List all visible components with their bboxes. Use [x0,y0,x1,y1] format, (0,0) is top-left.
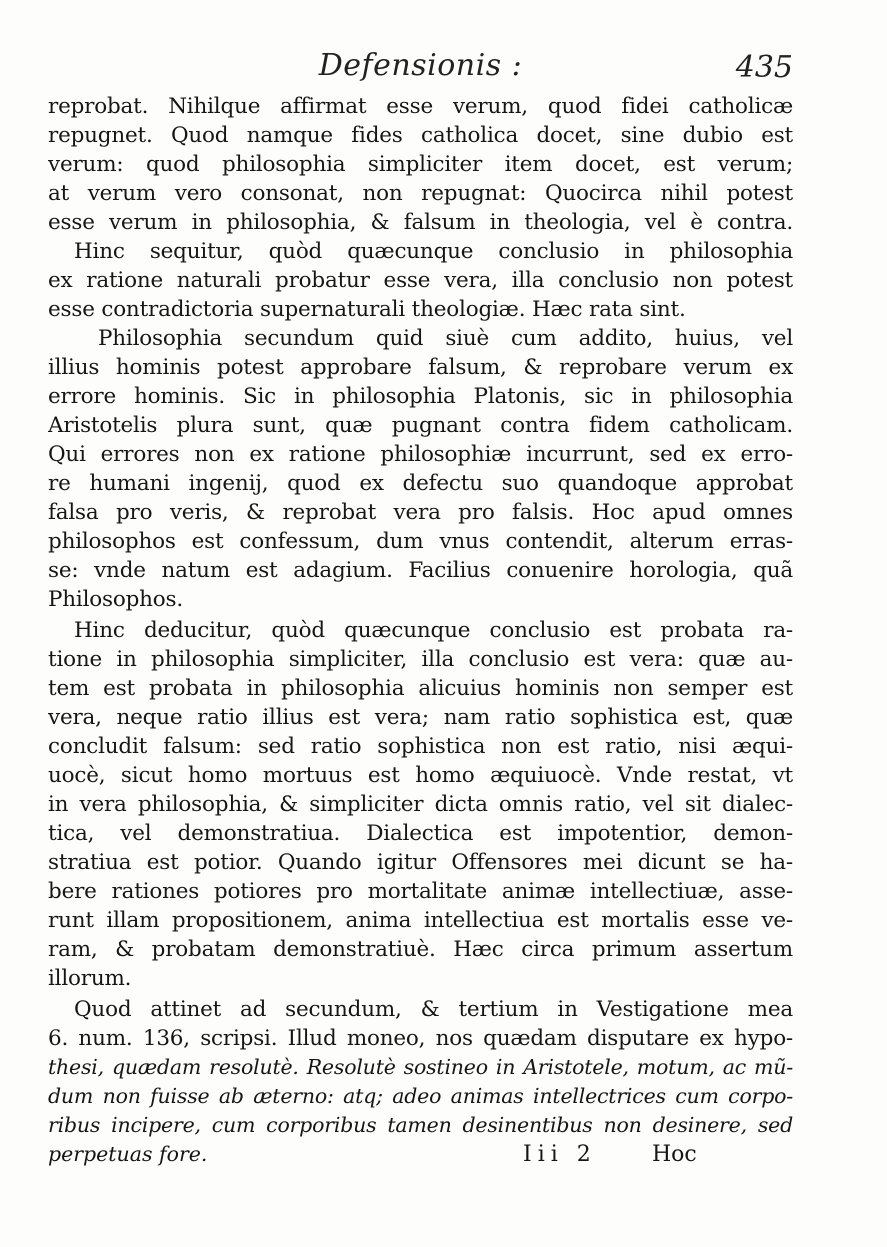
text-line: repugnet. Quod namque fides catholica docet, sine dubio est [48,123,793,148]
text-line: stratiua est potior. Quando igitur Offensores mei dicunt se ha- [48,850,793,875]
text-line: in vera philosophia, & simpliciter dicta omnis ratio, vel sit dialec- [48,792,793,817]
text-line: vera, neque ratio illius est vera; nam ratio sophistica est, quæ [48,705,793,730]
text-line: dum non fuisse ab æterno: atq; adeo animas intellectrices cum corpo- [48,1084,793,1108]
text-line: Philosophia secundum quid siuè cum addito, huius, vel [98,326,793,351]
text-line: 6. num. 136, scripsi. Illud moneo, nos quædam disputare ex hypo- [48,1026,793,1051]
main-text [48,92,793,1169]
text-line: Hinc deducitur, quòd quæcunque conclusio est probata ra- [74,618,793,643]
text-line: se: vnde natum est adagium. Facilius conuenire horologia, quã [48,558,793,583]
text-line: verum: quod philosophia simpliciter item docet, est verum; [48,152,793,177]
text-line: re humani ingenij, quod ex defectu suo quandoque approbat [48,471,793,496]
final-line [48,1140,793,1169]
text-line: Hinc sequitur, quòd quæcunque conclusio in philosophia [74,239,793,264]
text-line: at verum vero consonat, non repugnat: Quocirca nihil potest [48,181,793,206]
text-line: bere rationes potiores pro mortalitate animæ intellectiuæ, asse- [48,879,793,904]
text-line: Aristotelis plura sunt, quæ pugnant contra fidem catholicam. [48,413,793,438]
text-line: concludit falsum: sed ratio sophistica non est ratio, nisi æqui- [48,734,793,759]
text-line: reprobat. Nihilque affirmat esse verum, quod fidei catholicæ [48,94,793,119]
text-line: esse verum in philosophia, & falsum in theologia, vel è contra. [48,210,793,235]
text-line: falsa pro veris, & reprobat vera pro falsis. Hoc apud omnes [48,500,793,525]
text-line: ex ratione naturali probatur esse vera, illa conclusio non potest [48,268,793,293]
text-line: philosophos est confessum, dum vnus contendit, alterum erras- [48,529,793,554]
text-line: ram, & probatam demonstratiuè. Hæc circa primum assertum [48,937,793,962]
text-line: runt illam propositionem, anima intellectiua est mortalis esse ve- [48,908,793,933]
text-line: errore hominis. Sic in philosophia Platonis, sic in philosophia [48,384,793,409]
text-line: Philosophos. [48,587,184,612]
text-line: tione in philosophia simpliciter, illa conclusio est vera: quæ au- [48,647,793,672]
text-line: esse contradictoria supernaturali theologiæ. Hæc rata sint. [48,297,686,322]
text-line: tica, vel demonstratiua. Dialectica est impotentior, demon- [48,821,793,846]
text-line: perpetuas fore. [48,1142,208,1166]
running-title: Defensionis : [318,48,523,83]
text-line: Qui errores non ex ratione philosophiæ incurrunt, sed ex erro- [48,442,793,467]
catchword: Hoc [652,1142,697,1167]
text-line: tem est probata in philosophia alicuius hominis non semper est [48,676,793,701]
signature-mark: Iii 2 [523,1142,597,1167]
text-line: thesi, quædam resolutè. Resolutè sostineo in Aristotele, motum, ac mũ- [48,1055,793,1079]
text-line: illius hominis potest approbare falsum, & reprobare verum ex [48,355,793,380]
text-line: illorum. [48,966,132,991]
text-line: uocè, sicut homo mortuus est homo æquiuocè. Vnde restat, vt [48,763,793,788]
text-line: Quod attinet ad secundum, & tertium in Vestigatione mea [74,997,793,1022]
text-line: ribus incipere, cum corporibus tamen desinentibus non desinere, sed [48,1113,793,1137]
page-number: 435 [735,50,793,85]
running-head [48,40,793,90]
